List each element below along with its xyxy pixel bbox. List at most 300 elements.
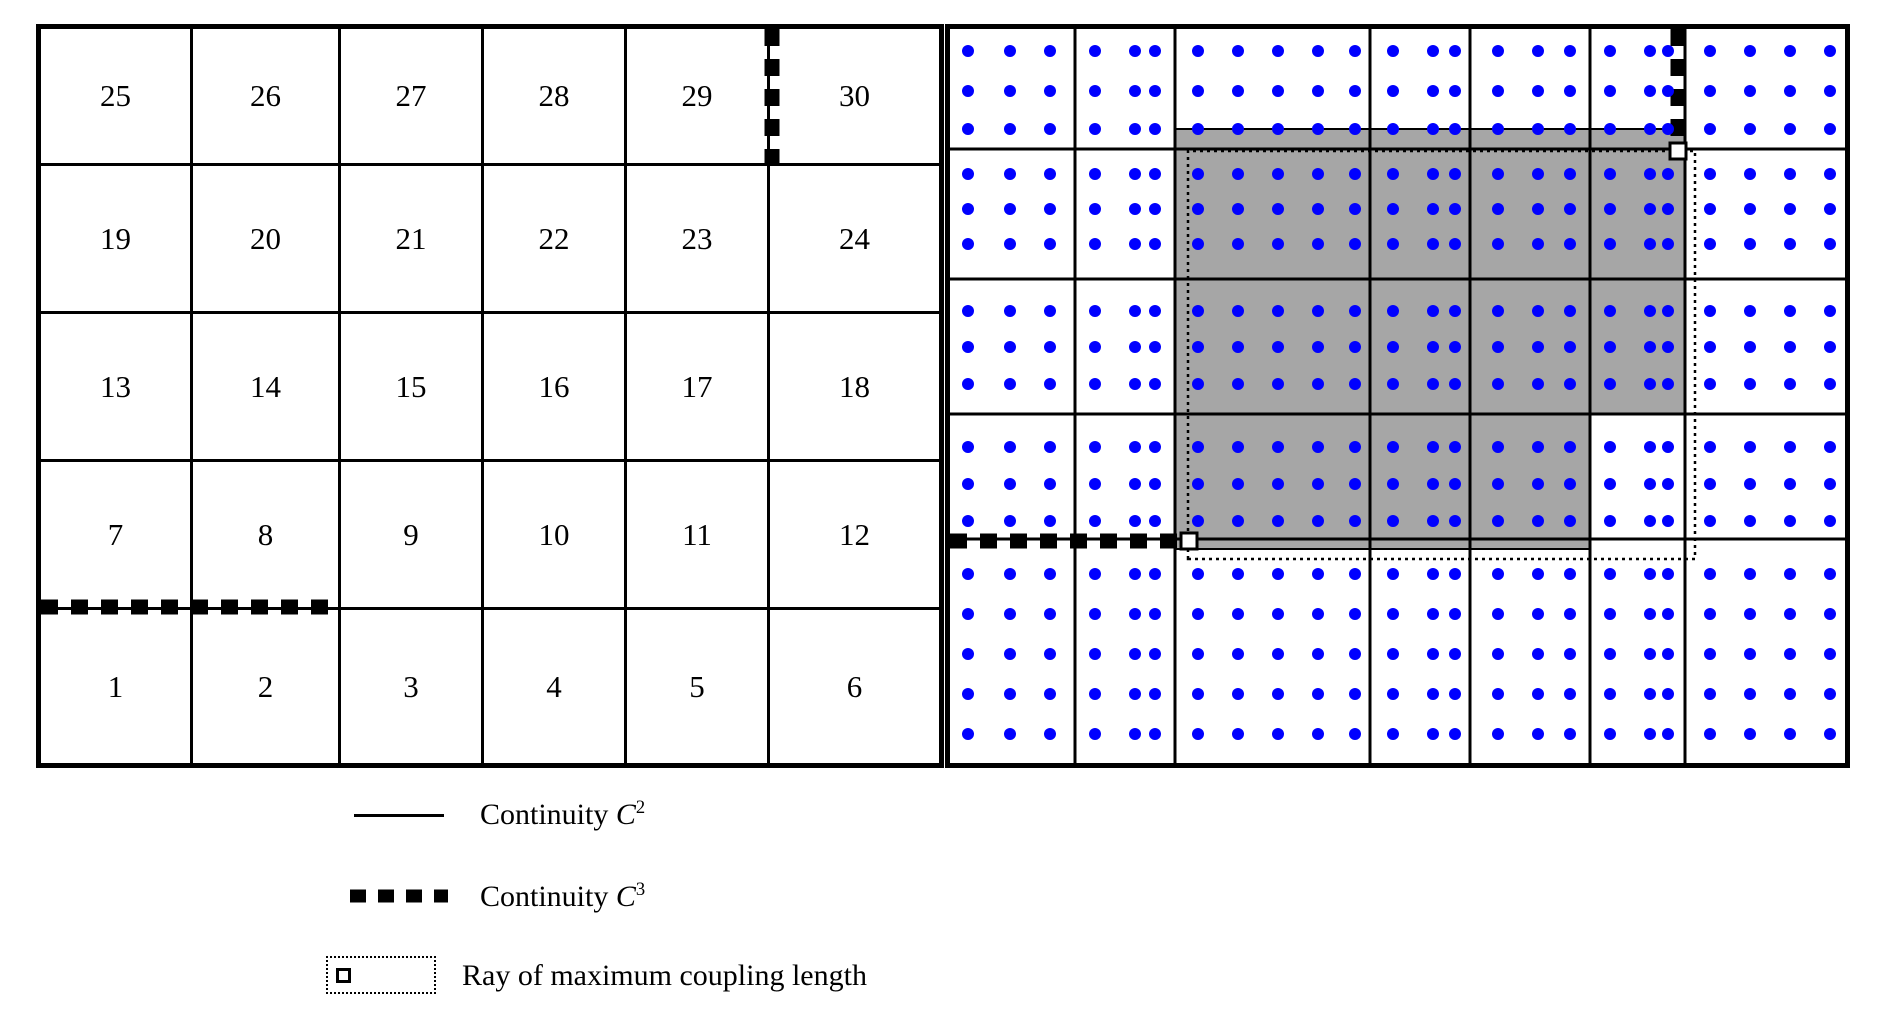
control-point xyxy=(1044,608,1056,620)
control-point xyxy=(1427,168,1439,180)
control-point xyxy=(1387,728,1399,740)
control-point xyxy=(1492,341,1504,353)
control-point xyxy=(1704,568,1716,580)
control-point xyxy=(1564,341,1576,353)
control-point xyxy=(1192,608,1204,620)
control-point xyxy=(1564,85,1576,97)
control-point xyxy=(1272,441,1284,453)
control-point xyxy=(1232,728,1244,740)
control-point xyxy=(1272,515,1284,527)
control-point xyxy=(1192,168,1204,180)
control-point xyxy=(1532,608,1544,620)
control-point xyxy=(1312,688,1324,700)
control-point xyxy=(1004,45,1016,57)
control-point xyxy=(1449,168,1461,180)
ray-sample-icon xyxy=(322,956,440,996)
control-point xyxy=(1089,728,1101,740)
control-point xyxy=(1312,85,1324,97)
control-point xyxy=(1492,168,1504,180)
control-point xyxy=(1427,45,1439,57)
legend-item-continuity-c2 xyxy=(340,790,645,838)
control-point xyxy=(1089,203,1101,215)
control-point xyxy=(1149,515,1161,527)
control-point xyxy=(1349,305,1361,317)
control-point xyxy=(1349,45,1361,57)
control-point xyxy=(1427,341,1439,353)
control-point xyxy=(1532,123,1544,135)
control-point xyxy=(1824,341,1836,353)
patch-cell: 9 xyxy=(341,462,484,610)
control-point xyxy=(1784,515,1796,527)
control-point xyxy=(1824,688,1836,700)
control-point xyxy=(1349,341,1361,353)
control-point xyxy=(1532,341,1544,353)
control-point xyxy=(1564,123,1576,135)
control-point xyxy=(1044,168,1056,180)
control-point xyxy=(1532,85,1544,97)
control-point xyxy=(1744,305,1756,317)
control-point xyxy=(1129,85,1141,97)
control-point xyxy=(1129,168,1141,180)
control-point xyxy=(1744,441,1756,453)
control-point xyxy=(1644,85,1656,97)
control-point xyxy=(1704,608,1716,620)
control-point xyxy=(1564,305,1576,317)
control-point xyxy=(1044,305,1056,317)
control-point xyxy=(1089,238,1101,250)
control-point xyxy=(1149,688,1161,700)
control-point xyxy=(1004,648,1016,660)
control-point xyxy=(1349,441,1361,453)
control-point xyxy=(1564,203,1576,215)
control-point xyxy=(1192,45,1204,57)
control-point xyxy=(1427,238,1439,250)
patch-cell: 1 xyxy=(41,610,193,763)
control-point xyxy=(1449,441,1461,453)
control-point xyxy=(1149,85,1161,97)
control-point xyxy=(1089,168,1101,180)
control-point xyxy=(1089,515,1101,527)
control-point xyxy=(1644,648,1656,660)
control-point xyxy=(1232,378,1244,390)
control-point xyxy=(1192,85,1204,97)
control-point xyxy=(1662,478,1674,490)
ray-knot-end xyxy=(1670,143,1686,159)
control-point xyxy=(1644,568,1656,580)
control-point xyxy=(1312,305,1324,317)
control-point xyxy=(1644,238,1656,250)
control-point xyxy=(1784,85,1796,97)
control-point xyxy=(1492,478,1504,490)
control-point xyxy=(1044,688,1056,700)
control-point xyxy=(1564,45,1576,57)
control-point xyxy=(1449,568,1461,580)
control-point xyxy=(1149,728,1161,740)
control-point xyxy=(1129,341,1141,353)
control-point xyxy=(1349,85,1361,97)
control-point xyxy=(1744,608,1756,620)
control-point xyxy=(1662,568,1674,580)
control-point xyxy=(1192,478,1204,490)
control-point xyxy=(1004,123,1016,135)
control-point xyxy=(1492,378,1504,390)
control-point xyxy=(1532,688,1544,700)
control-point xyxy=(1232,45,1244,57)
control-point xyxy=(1427,608,1439,620)
control-point xyxy=(1232,568,1244,580)
control-point xyxy=(1044,123,1056,135)
control-point xyxy=(1644,45,1656,57)
control-point xyxy=(1149,478,1161,490)
control-point xyxy=(1004,478,1016,490)
control-point xyxy=(1427,305,1439,317)
right-control-point-panel xyxy=(945,24,1850,768)
control-point xyxy=(1149,441,1161,453)
patch-cell: 18 xyxy=(770,314,939,462)
control-point xyxy=(1662,378,1674,390)
control-point xyxy=(1492,45,1504,57)
control-point xyxy=(1604,45,1616,57)
control-point xyxy=(1744,45,1756,57)
legend-item-max-coupling-ray xyxy=(322,952,867,1000)
control-point xyxy=(1604,478,1616,490)
control-point xyxy=(1492,728,1504,740)
control-point xyxy=(1532,168,1544,180)
control-point xyxy=(1004,341,1016,353)
control-point xyxy=(1312,45,1324,57)
control-point xyxy=(1272,45,1284,57)
control-point xyxy=(1662,123,1674,135)
control-point xyxy=(1824,203,1836,215)
control-point xyxy=(1004,515,1016,527)
patch-cell: 16 xyxy=(484,314,627,462)
control-point xyxy=(1704,441,1716,453)
control-point xyxy=(1492,688,1504,700)
control-point xyxy=(1824,478,1836,490)
control-point xyxy=(1824,378,1836,390)
patch-cell: 7 xyxy=(41,462,193,610)
patch-cell: 12 xyxy=(770,462,939,610)
control-point xyxy=(1232,441,1244,453)
control-point xyxy=(962,305,974,317)
control-point xyxy=(1272,728,1284,740)
control-point xyxy=(1564,515,1576,527)
control-point xyxy=(1387,238,1399,250)
control-point xyxy=(1272,305,1284,317)
control-point xyxy=(1564,441,1576,453)
control-point xyxy=(1492,305,1504,317)
control-point xyxy=(1704,378,1716,390)
control-point xyxy=(1604,728,1616,740)
control-point xyxy=(1604,341,1616,353)
control-point xyxy=(1387,168,1399,180)
patch-cell: 29 xyxy=(627,29,770,166)
control-point xyxy=(1192,568,1204,580)
control-point xyxy=(1427,378,1439,390)
control-point xyxy=(1427,728,1439,740)
control-point xyxy=(1349,648,1361,660)
control-point xyxy=(1387,85,1399,97)
patch-cell-grid xyxy=(41,29,939,763)
control-point xyxy=(1744,238,1756,250)
control-point xyxy=(1312,203,1324,215)
control-point xyxy=(1644,378,1656,390)
control-point xyxy=(1564,728,1576,740)
control-point xyxy=(1449,85,1461,97)
control-point xyxy=(1644,478,1656,490)
control-point xyxy=(1089,123,1101,135)
control-point xyxy=(962,203,974,215)
control-point xyxy=(962,378,974,390)
control-point xyxy=(1604,441,1616,453)
control-point xyxy=(1449,203,1461,215)
knot-icon xyxy=(336,968,351,983)
control-point xyxy=(1349,688,1361,700)
control-point xyxy=(1784,168,1796,180)
control-point xyxy=(1644,305,1656,317)
control-point xyxy=(1744,85,1756,97)
control-point xyxy=(1662,728,1674,740)
control-point xyxy=(962,238,974,250)
legend-label-c2: Continuity $C^2$ xyxy=(480,796,646,831)
control-point xyxy=(1232,688,1244,700)
control-point xyxy=(1129,203,1141,215)
control-point xyxy=(1644,688,1656,700)
control-point xyxy=(1349,728,1361,740)
control-point xyxy=(1824,238,1836,250)
control-point xyxy=(1272,238,1284,250)
control-point xyxy=(1492,515,1504,527)
control-point xyxy=(1192,441,1204,453)
control-point xyxy=(1312,378,1324,390)
control-point xyxy=(1232,123,1244,135)
control-point xyxy=(1129,478,1141,490)
control-point xyxy=(1272,203,1284,215)
control-point xyxy=(1492,648,1504,660)
control-point xyxy=(1564,478,1576,490)
control-point xyxy=(1089,478,1101,490)
control-point xyxy=(1312,441,1324,453)
control-point xyxy=(1129,648,1141,660)
patch-cell: 2 xyxy=(193,610,341,763)
control-point xyxy=(1427,85,1439,97)
control-point xyxy=(1449,238,1461,250)
control-point xyxy=(1004,203,1016,215)
control-point xyxy=(1232,85,1244,97)
control-point xyxy=(1784,378,1796,390)
control-point xyxy=(1449,45,1461,57)
control-point xyxy=(1089,688,1101,700)
control-point xyxy=(1272,85,1284,97)
control-point xyxy=(1532,441,1544,453)
control-point xyxy=(1312,123,1324,135)
control-point xyxy=(1532,728,1544,740)
control-point xyxy=(1192,688,1204,700)
control-point xyxy=(1349,168,1361,180)
control-point xyxy=(1784,341,1796,353)
control-point xyxy=(1564,568,1576,580)
control-point xyxy=(1232,305,1244,317)
control-point xyxy=(1744,341,1756,353)
control-point xyxy=(1704,123,1716,135)
patch-cell: 13 xyxy=(41,314,193,462)
control-point xyxy=(1604,515,1616,527)
control-point xyxy=(1232,238,1244,250)
control-point xyxy=(1129,688,1141,700)
control-point xyxy=(1272,168,1284,180)
control-point xyxy=(1129,441,1141,453)
control-point xyxy=(1312,608,1324,620)
control-point xyxy=(1532,238,1544,250)
control-point xyxy=(1044,341,1056,353)
control-point xyxy=(1744,478,1756,490)
control-point xyxy=(1784,728,1796,740)
patch-cell: 19 xyxy=(41,166,193,314)
control-point xyxy=(1129,123,1141,135)
control-point xyxy=(1044,45,1056,57)
patch-cell: 20 xyxy=(193,166,341,314)
control-point xyxy=(1427,441,1439,453)
control-point xyxy=(1784,608,1796,620)
patch-cell: 24 xyxy=(770,166,939,314)
control-point xyxy=(1427,203,1439,215)
solid-line-icon xyxy=(340,794,458,834)
patch-cell: 27 xyxy=(341,29,484,166)
control-point xyxy=(1564,608,1576,620)
control-point xyxy=(1564,168,1576,180)
control-point xyxy=(1744,515,1756,527)
control-point xyxy=(1604,85,1616,97)
control-point xyxy=(1089,568,1101,580)
control-point xyxy=(1492,441,1504,453)
control-point xyxy=(1192,515,1204,527)
thick-dotted-line-icon xyxy=(340,876,458,916)
control-point xyxy=(1387,568,1399,580)
control-point xyxy=(1129,45,1141,57)
control-point xyxy=(1387,608,1399,620)
control-point xyxy=(1564,378,1576,390)
control-point xyxy=(1662,608,1674,620)
control-point xyxy=(1744,123,1756,135)
control-point xyxy=(1427,123,1439,135)
control-point xyxy=(1744,378,1756,390)
control-point xyxy=(1824,728,1836,740)
control-point xyxy=(1824,568,1836,580)
control-point xyxy=(1604,305,1616,317)
patch-cell: 8 xyxy=(193,462,341,610)
patch-cell: 15 xyxy=(341,314,484,462)
control-point xyxy=(1044,238,1056,250)
control-point xyxy=(962,568,974,580)
control-point xyxy=(1532,305,1544,317)
control-point xyxy=(1232,478,1244,490)
control-point xyxy=(1349,238,1361,250)
patch-cell: 3 xyxy=(341,610,484,763)
patch-cell: 14 xyxy=(193,314,341,462)
control-point xyxy=(1744,688,1756,700)
control-point xyxy=(1149,123,1161,135)
control-point xyxy=(1004,378,1016,390)
control-point xyxy=(1449,305,1461,317)
control-point xyxy=(1004,568,1016,580)
control-point xyxy=(1387,648,1399,660)
control-point xyxy=(1604,168,1616,180)
control-point xyxy=(962,478,974,490)
control-point xyxy=(1662,648,1674,660)
control-point xyxy=(1387,45,1399,57)
control-point xyxy=(1089,648,1101,660)
control-point xyxy=(1564,238,1576,250)
control-point xyxy=(1387,441,1399,453)
control-point xyxy=(1129,238,1141,250)
control-point xyxy=(1004,85,1016,97)
control-point xyxy=(1604,608,1616,620)
control-point xyxy=(1089,305,1101,317)
control-point xyxy=(1604,203,1616,215)
control-point xyxy=(1492,203,1504,215)
patch-cell: 25 xyxy=(41,29,193,166)
control-point xyxy=(962,45,974,57)
control-point xyxy=(1149,648,1161,660)
control-point xyxy=(1044,378,1056,390)
control-point xyxy=(1349,203,1361,215)
control-point xyxy=(1704,515,1716,527)
control-point xyxy=(1704,341,1716,353)
control-point xyxy=(1784,568,1796,580)
control-point xyxy=(1004,168,1016,180)
control-point xyxy=(1662,515,1674,527)
control-point xyxy=(962,688,974,700)
control-point xyxy=(962,728,974,740)
control-point xyxy=(1232,648,1244,660)
control-point xyxy=(1272,478,1284,490)
control-point xyxy=(1232,203,1244,215)
control-point-mesh-svg xyxy=(950,29,1845,763)
control-point xyxy=(1232,515,1244,527)
control-point xyxy=(1532,568,1544,580)
control-point xyxy=(1644,608,1656,620)
control-point xyxy=(1272,688,1284,700)
control-point xyxy=(1449,608,1461,620)
control-point xyxy=(1129,305,1141,317)
control-point xyxy=(1532,478,1544,490)
control-point xyxy=(1644,168,1656,180)
control-point xyxy=(1387,378,1399,390)
control-point xyxy=(1824,45,1836,57)
patch-cell: 10 xyxy=(484,462,627,610)
control-point xyxy=(1312,478,1324,490)
control-point xyxy=(962,515,974,527)
control-point xyxy=(1387,515,1399,527)
control-point xyxy=(1644,728,1656,740)
control-point xyxy=(1427,568,1439,580)
control-point xyxy=(1662,203,1674,215)
control-point xyxy=(1449,378,1461,390)
control-point xyxy=(1312,728,1324,740)
control-point xyxy=(1149,238,1161,250)
control-point xyxy=(1662,238,1674,250)
control-point xyxy=(1604,238,1616,250)
control-point xyxy=(1492,123,1504,135)
patch-cell: 21 xyxy=(341,166,484,314)
control-point xyxy=(1784,478,1796,490)
control-point xyxy=(1784,441,1796,453)
dotted-box-icon xyxy=(326,956,436,994)
control-point xyxy=(1272,123,1284,135)
control-point xyxy=(1704,648,1716,660)
control-point xyxy=(1492,608,1504,620)
control-point xyxy=(1272,378,1284,390)
